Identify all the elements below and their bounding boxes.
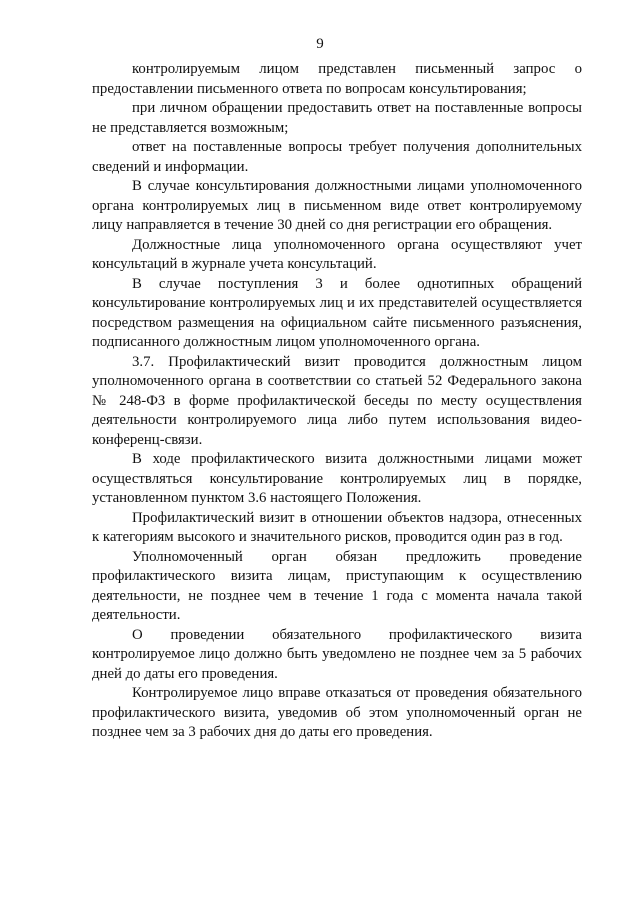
paragraph-visit-frequency: Профилактический визит в отношении объектов надзора, отнесенных к категориям высокого и значительного рисков, проводится один раз в год. [92,509,582,545]
page-number: 9 [316,36,324,52]
paragraph-visit-offer: Уполномоченный орган обязан предложить проведение профилактического визита лицам, приступающим к осуществлению деятельности, не позднее чем в течение 1 года с момента начала такой деятельности. [92,548,582,623]
paragraph-written-consultation: В случае консультирования должностными лицами уполномоченного органа контролируемых лиц в письменном виде ответ контролируемому лицу направляется в течение 30 дней со дня регистрации его обращения. [92,178,582,233]
paragraph-written-request: контролируемым лицом представлен письменный запрос о предоставлении письменного ответа по вопросам консультирования; [92,61,582,97]
paragraph-visit-consultation: В ходе профилактического визита должностными лицами может осуществляться консультирование контролируемых лиц в порядке, установленном пунктом 3.6 настоящего Положения. [92,451,582,506]
paragraph-visit-notice: О проведении обязательного профилактического визита контролируемое лицо должно быть уведомлено не позднее чем за 5 рабочих дней до даты его проведения. [92,626,582,682]
paragraph-section-3-7: 3.7. Профилактический визит проводится должностным лицом уполномоченного органа в соответствии со статьей 52 Федерального закона № 248-ФЗ в форме профилактической беседы по месту осуществления деятельности контролируемого лица либо путем использования видео-конференц-связи. [92,353,582,448]
paragraph-visit-refusal: Контролируемое лицо вправе отказаться от проведения обязательного профилактического визита, уведомив об этом уполномоченный орган не позднее чем за 3 рабочих дня до даты его проведения. [92,685,582,740]
paragraph-personal-appeal: при личном обращении предоставить ответ на поставленные вопросы не представляется возможным; [92,100,582,136]
paragraph-additional-info: ответ на поставленные вопросы требует получения дополнительных сведений и информации. [92,139,582,175]
paragraph-similar-requests: В случае поступления 3 и более однотипных обращений консультирование контролируемых лиц и их представителей осуществляется посредством размещения на официальном сайте письменного разъяснения, подписанного должностным лицом уполномоченного органа. [92,275,582,350]
paragraph-consultation-log: Должностные лица уполномоченного органа осуществляют учет консультаций в журнале учета консультаций. [92,236,582,272]
document-body [92,60,582,743]
